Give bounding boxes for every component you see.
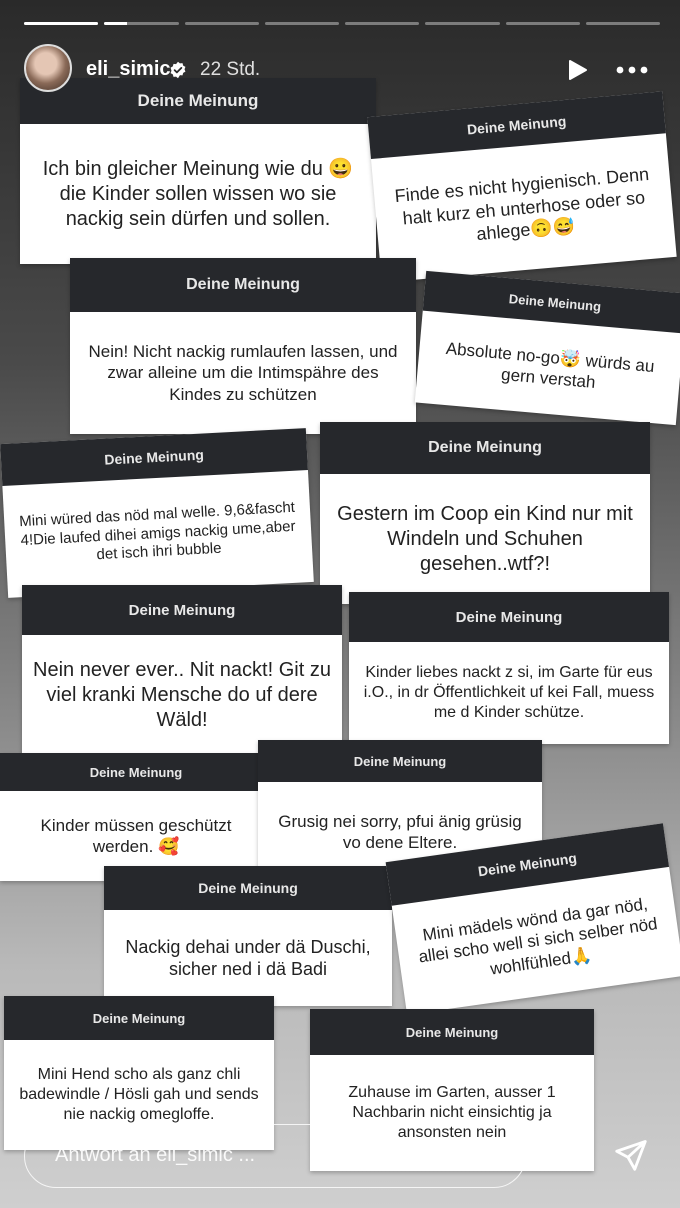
answer-text: Grusig nei sorry, pfui änig grüsig vo dene Eltere. <box>278 811 522 852</box>
send-icon[interactable] <box>612 1137 650 1173</box>
avatar[interactable] <box>24 44 72 92</box>
question-card <box>22 585 342 755</box>
question-card <box>70 258 416 434</box>
progress-segment <box>506 22 580 25</box>
answer-text: Zuhause im Garten, ausser 1 Nachbarin nicht einsichtig ja ansonsten nein <box>348 1084 556 1141</box>
question-header: Deine Meinung <box>22 585 342 635</box>
play-icon[interactable] <box>565 58 589 82</box>
question-header: Deine Meinung <box>0 753 272 791</box>
like-heart-icon[interactable] <box>551 1137 589 1173</box>
progress-segment <box>24 22 98 25</box>
answer-text: Nein! Nicht nackig rumlaufen lassen, und zwar alleine um die Intimspähre des Kindes zu schützen <box>88 342 398 404</box>
question-header: Deine Meinung <box>367 91 666 159</box>
story-progress-bar <box>24 22 660 26</box>
progress-fill <box>104 22 126 25</box>
progress-segment <box>265 22 339 25</box>
answer-text: Nein never ever.. Nit nackt! Git zu viel kranki Mensche do uf dere Wäld! <box>33 658 331 731</box>
question-header: Deine Meinung <box>4 996 274 1040</box>
question-header: Deine Meinung <box>349 592 669 642</box>
question-header: Deine Meinung <box>423 271 680 334</box>
answer-text: Gestern im Coop ein Kind nur mit Windeln und Schuhen gesehen..wtf?! <box>337 502 633 575</box>
question-card <box>320 422 650 604</box>
question-header: Deine Meinung <box>0 428 308 486</box>
question-header: Deine Meinung <box>310 1009 594 1055</box>
question-card <box>367 91 676 282</box>
answer-text: Mini würed das nöd mal welle. 9,6&fascht 4!Die laufed dihei amigs nackig ume,aber det isch ihri bubble <box>18 498 296 564</box>
progress-fill <box>24 22 98 25</box>
question-header: Deine Meinung <box>320 422 650 474</box>
question-header: Deine Meinung <box>70 258 416 312</box>
answer-text: Finde es nicht hygienisch. Denn halt kurz eh unterhose oder so ahlege🙃😅 <box>393 164 650 245</box>
post-time: 22 Std. <box>200 59 261 80</box>
question-card <box>104 866 392 1006</box>
progress-segment <box>104 22 178 25</box>
question-card <box>349 592 669 744</box>
answer-text: Kinder müssen geschützt werden. 🥰 <box>40 815 232 856</box>
reply-placeholder: Antwort an eli_simic ... <box>55 1144 256 1166</box>
progress-segment <box>185 22 259 25</box>
question-header: Deine Meinung <box>386 823 669 906</box>
question-card <box>20 78 376 264</box>
answer-text: Absolute no-go🤯 würds au gern verstah <box>445 338 656 392</box>
progress-segment <box>586 22 660 25</box>
verified-badge-icon <box>169 61 187 79</box>
question-card <box>0 753 272 881</box>
question-header: Deine Meinung <box>258 740 542 782</box>
more-options-icon[interactable] <box>614 60 650 80</box>
question-card <box>415 271 680 425</box>
question-header: Deine Meinung <box>20 78 376 124</box>
progress-segment <box>425 22 499 25</box>
question-card <box>0 428 314 598</box>
progress-segment <box>345 22 419 25</box>
answer-text: Mini Hend scho als ganz chli badewindle / Hösli gah und sends nie nackig omegloffe. <box>19 1066 259 1123</box>
reply-input[interactable] <box>24 1124 526 1188</box>
question-header: Deine Meinung <box>104 866 392 910</box>
answer-text: Kinder liebes nackt z si, im Garte für eus i.O., in dr Öffentlichkeit uf kei Fall, muess me d Kinder schütze. <box>363 664 655 721</box>
answer-text: Mini mädels wönd da gar nöd, allei scho well si sich selber nöd wohlfühled🙏 <box>417 894 659 979</box>
answer-text: Nackig dehai under dä Duschi, sicher ned i dä Badi <box>125 936 371 979</box>
answer-text: Ich bin gleicher Meinung wie du 😀 die Kinder sollen wissen wo sie nackig sein dürfen und sollen. <box>42 157 354 230</box>
username[interactable]: eli_simic <box>86 58 171 80</box>
